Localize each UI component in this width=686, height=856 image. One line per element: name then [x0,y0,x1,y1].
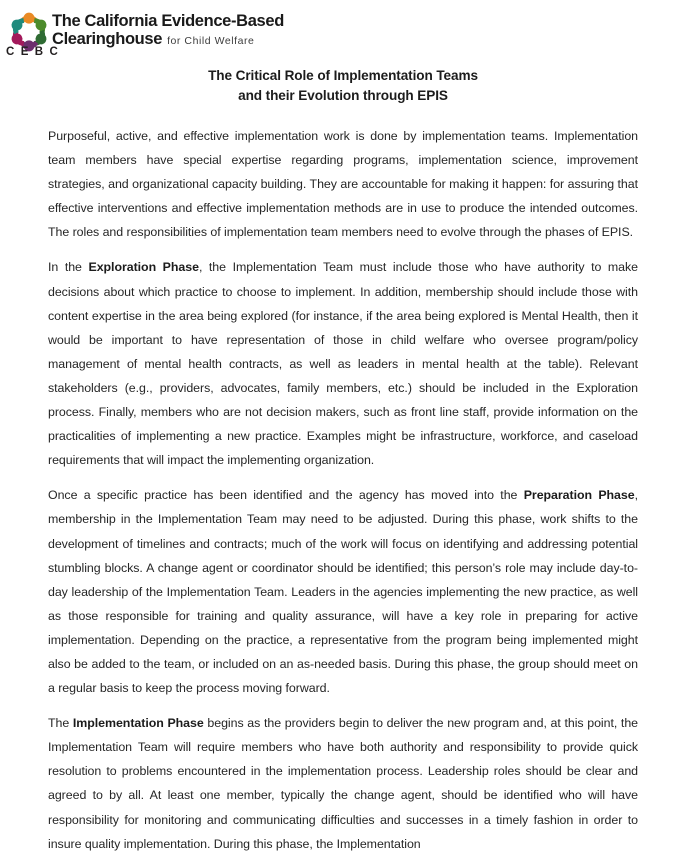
cebc-acronym: C E B C [6,46,60,58]
page-header [0,0,686,68]
page-title-line-2: and their Evolution through EPIS [238,88,448,103]
emphasized-phrase: Preparation Phase [523,488,635,503]
paragraph-text: The [48,716,73,731]
org-tagline: for Child Welfare [167,34,255,47]
org-title-line-2 [52,31,284,48]
para-preparation-phase [48,483,638,700]
paragraph-text: In the [48,260,89,275]
paragraph-text: Once a specific practice has been identified and the agency has moved into the [48,488,524,503]
org-title-line-1: The California Evidence-Based [52,12,284,30]
paragraph-text: , the Implementation Team must include those who have authority to make decisions about which practice to choose to implement. In addition, membership should include those with content expertise in the area being explored (for instance, if the area being explored is Mental Health, then it would be important to have representation of those in child welfare who oversee program/policy management of mental health contracts, as well as leaders in mental health at the table). Relevant stakeholders (e.g., providers, advocates, family members, etc.) should be included in the Exploration process. Finally, members who are not decision makers, such as front line staff, provide information on the practicalities of implementing a new practice. Examples might be infrastructure, workforce, and caseload requirements that will impact the implementing organization. [48,260,638,468]
para-intro [48,124,638,244]
org-title-clearinghouse: Clearinghouse [52,29,163,48]
organization-title [52,13,284,48]
document-body [48,124,638,856]
paragraph-text: , membership in the Implementation Team may need to be adjusted. During this phase, work shifts to the development of timelines and contracts; much of the work will focus on identifying and addressing potential stumbling blocks. A change agent or coordinator should be identified; this person’s role may include day-to-day leadership of the Implementation Team. Leaders in the agencies implementing the new practice, as well as those responsible for training and quality assurance, will have a key role in preparing for active implementation. Depending on the practice, a representative from the program being implemented might also be added to the team, or included on an as-needed basis. During this phase, the group should meet on a regular basis to keep the process moving forward. [48,488,638,696]
emphasized-phrase: Exploration Phase [88,260,199,275]
para-exploration-phase [48,255,638,472]
page-title [0,66,686,106]
paragraph-text: Purposeful, active, and effective implementation work is done by implementation teams. Implementation team members have special expertise regarding programs, implementation science, improvement strategies, and organizational capacity building. They are accountable for making it happen: for assuring that effective interventions and effective implementation methods are in use to produce the intended outcomes. The roles and responsibilities of implementation team members need to evolve through the phases of EPIS. [48,129,638,240]
paragraph-text: begins as the providers begin to deliver the new program and, at this point, the Implementation Team will require members who have both authority and responsibility to provide quick resolution to problems encountered in the implementation process. Leadership roles should be clear and agreed to by all. At least one member, typically the change agent, should be identified who will have responsibility for monitoring and communicating difficulties and successes in a timely fashion in order to insure quality implementation. During this phase, the Implementation [48,716,638,851]
para-implementation-phase [48,711,638,856]
emphasized-phrase: Implementation Phase [72,716,204,731]
page-title-line-1: The Critical Role of Implementation Teams [208,68,478,83]
